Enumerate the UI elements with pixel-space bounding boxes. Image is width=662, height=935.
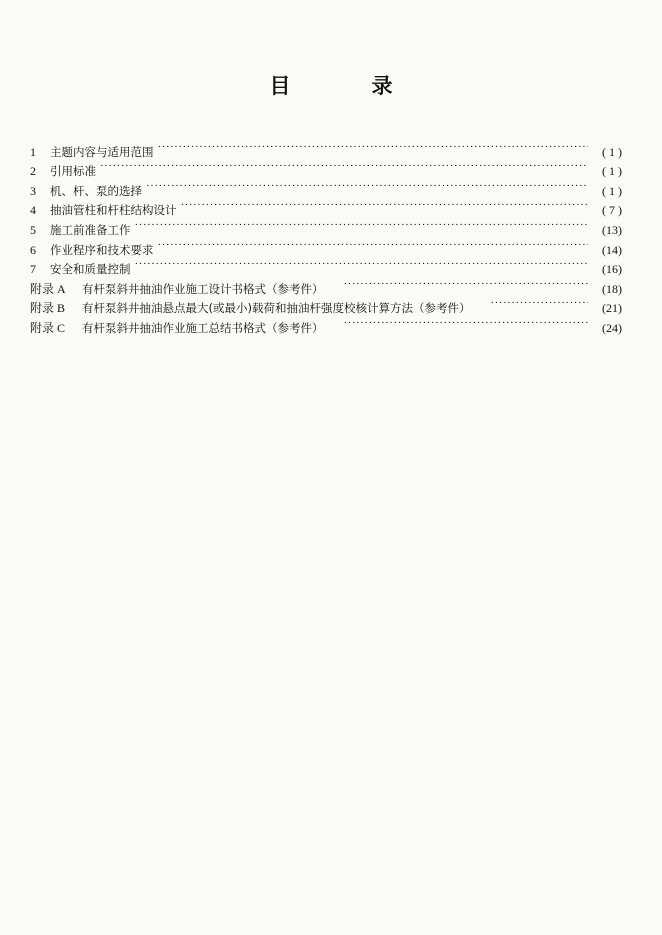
toc-entry-page: (18) [602,281,622,296]
toc-entry-page: (21) [602,301,622,316]
dot-leader [158,136,589,156]
toc-entry-label: 抽油管柱和杆柱结构设计 [50,203,177,218]
dot-leader [181,195,589,215]
dot-leader [100,156,588,176]
toc-entry [30,175,622,198]
toc-entry-page: (24) [602,320,622,335]
toc-entry-number: 附录 B [30,301,66,316]
toc-entry-page: (13) [602,222,622,237]
dot-leader [344,273,589,293]
toc-entry [30,156,622,179]
page-title: 目 录 [269,74,423,98]
toc-entry-page: ( 1 ) [602,144,622,159]
toc-entry-label: 主题内容与适用范围 [50,144,154,159]
toc-entry-label: 有杆泵斜井抽油作业施工总结书格式（参考件） [82,320,324,335]
toc-entry-number: 3 [30,183,36,198]
toc-entry-label: 机、杆、泵的选择 [50,183,142,198]
toc-entry-number: 7 [30,262,36,277]
toc-entry-number: 1 [30,144,36,159]
dot-leader [158,234,589,254]
toc-entry-label: 有杆泵斜井抽油作业施工设计书格式（参考件） [82,281,324,296]
toc-entry-page: ( 1 ) [602,183,622,198]
toc-entry-page: (14) [602,242,622,257]
toc-entry-number: 2 [30,164,36,179]
toc-entry-label: 作业程序和技术要求 [50,242,154,257]
toc-entry-page: ( 1 ) [602,164,622,179]
toc-entry-number: 附录 A [30,281,66,296]
toc-entry-page: ( 7 ) [602,203,622,218]
toc-entry-number: 5 [30,222,36,237]
toc-entry-number: 6 [30,242,36,257]
dot-leader [135,214,589,234]
toc-entry-label: 施工前准备工作 [50,222,131,237]
toc-entry [30,136,622,159]
toc-entry-page: (16) [602,262,622,277]
dot-leader [146,175,588,195]
dot-leader [490,293,588,313]
dot-leader [344,312,589,332]
dot-leader [135,254,589,274]
toc-entry-label: 有杆泵斜井抽油悬点最大(或最小)载荷和抽油杆强度校核计算方法（参考件） [82,301,471,316]
toc-entry-label: 安全和质量控制 [50,262,131,277]
toc-entry-label: 引用标准 [50,164,96,179]
toc-entry-number: 附录 C [30,320,66,335]
toc-entry-number: 4 [30,203,36,218]
toc-list [30,136,622,335]
